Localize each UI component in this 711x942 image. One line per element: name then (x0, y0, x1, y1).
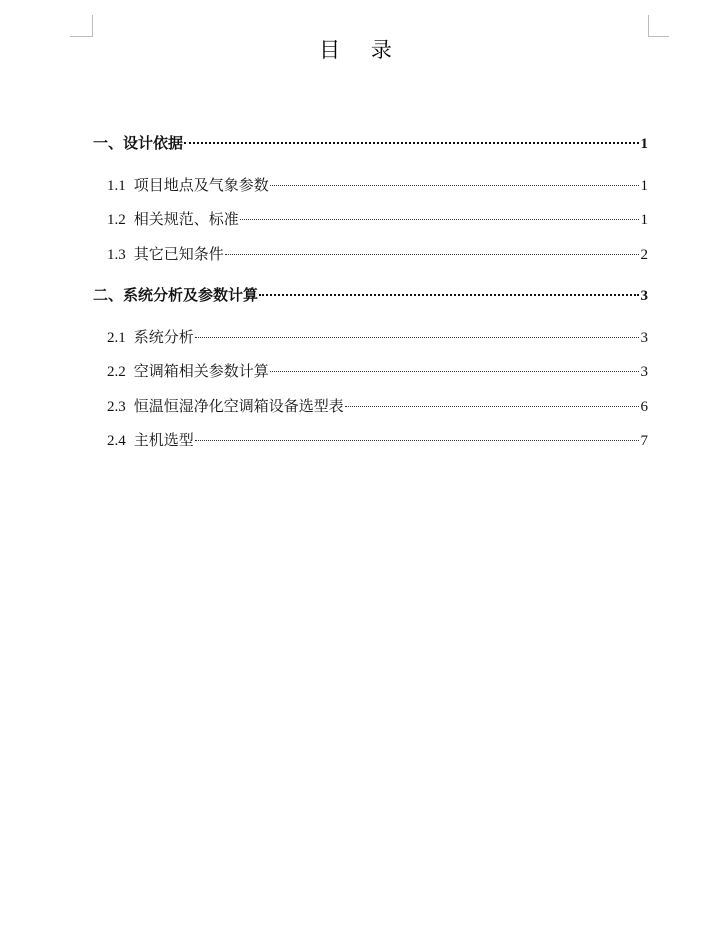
toc-entry-section-1-2[interactable] (93, 208, 648, 230)
toc-dot-leader (195, 440, 639, 441)
toc-dot-leader (195, 337, 639, 338)
toc-entry-section-1-3[interactable] (93, 243, 648, 265)
toc-entry-section-2[interactable] (93, 284, 648, 306)
toc-entry-page: 1 (640, 178, 648, 194)
toc-entry-page: 1 (640, 212, 648, 228)
page-title: 目 录 (319, 38, 404, 62)
toc-entry-page: 3 (640, 330, 648, 346)
toc-dot-leader (270, 185, 639, 186)
toc-entry-title: 系统分析及参数计算 (123, 286, 259, 304)
toc-dot-leader (259, 294, 639, 296)
toc-entry-title: 空调箱相关参数计算 (133, 362, 269, 380)
toc-dot-leader (240, 219, 639, 220)
toc-entry-section-1-1[interactable] (93, 174, 648, 196)
toc-dot-leader (225, 254, 639, 255)
toc-entry-page: 1 (640, 136, 648, 152)
toc-entry-section-2-3[interactable] (93, 395, 648, 417)
toc-entry-number: 二、 (93, 288, 124, 304)
toc-entry-number: 2.1 (107, 330, 126, 346)
toc-entry-number: 1.1 (107, 178, 126, 194)
toc-entry-title: 设计依据 (123, 134, 184, 152)
toc-entry-page: 6 (640, 399, 648, 415)
toc-entry-title: 相关规范、标准 (133, 210, 239, 228)
toc-entry-number: 1.2 (107, 212, 126, 228)
toc-entry-title: 系统分析 (133, 328, 194, 346)
toc-entry-number: 2.4 (107, 433, 126, 449)
toc-entry-number: 一、 (93, 136, 124, 152)
toc-entry-page: 3 (640, 364, 648, 380)
toc-entry-number: 2.3 (107, 399, 126, 415)
toc-entry-title: 项目地点及气象参数 (133, 176, 269, 194)
toc-entry-title: 主机选型 (133, 431, 194, 449)
toc-entry-page: 3 (640, 288, 648, 304)
toc-entry-page: 2 (640, 247, 648, 263)
toc-entry-page: 7 (640, 433, 648, 449)
toc-entry-section-2-4[interactable] (93, 429, 648, 451)
toc-dot-leader (345, 406, 639, 407)
toc-entry-title: 其它已知条件 (133, 245, 224, 263)
crop-mark-top-left (70, 15, 93, 37)
toc-entry-section-1[interactable] (93, 132, 648, 154)
toc-dot-leader (184, 142, 639, 144)
toc-entry-number: 1.3 (107, 247, 126, 263)
toc-entry-number: 2.2 (107, 364, 126, 380)
toc-dot-leader (270, 371, 639, 372)
toc-entry-section-2-1[interactable] (93, 326, 648, 348)
crop-mark-top-right (648, 15, 669, 37)
toc-entry-title: 恒温恒湿净化空调箱设备选型表 (133, 397, 344, 415)
toc-entry-section-2-2[interactable] (93, 360, 648, 382)
